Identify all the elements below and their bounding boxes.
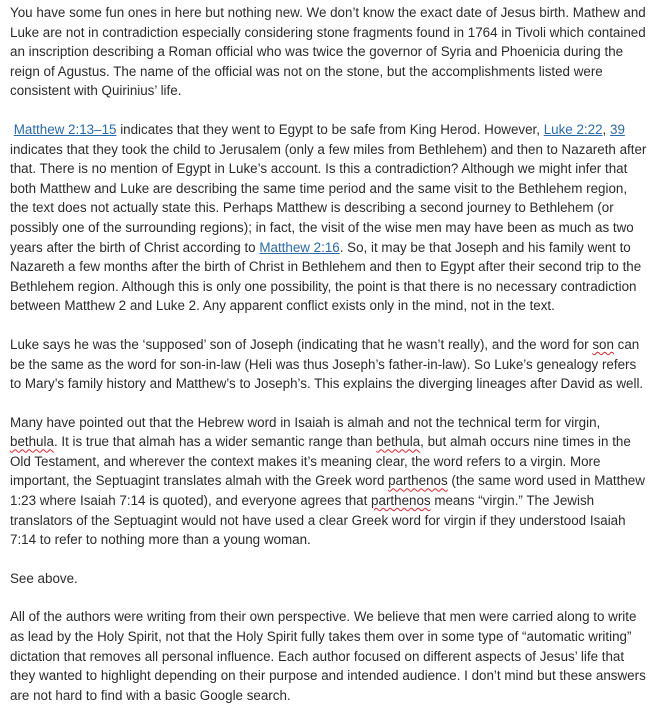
paragraph-authors: All of the authors were writing from their own perspective. We believe that men were carried along to write as lead by the Holy Spirit, not that the Holy Spirit fully takes them over in some type of “automatic writing” dictation that removes all personal influence. Each author focused on different aspects of Jesus’ life that they wanted to highlight depending on their purpose and intended audience. I don’t mind but these answers are not hard to find with a basic Google search. <box>10 609 646 703</box>
link-matthew-2-13-15[interactable]: Matthew 2:13–15 <box>13 121 117 137</box>
paragraph-see-above: See above. <box>10 570 78 586</box>
spellcheck-word-bethula[interactable]: bethula <box>376 434 421 450</box>
paragraph-egypt-text-1: indicates that they went to Egypt to be safe from King Herod. However, <box>116 121 544 137</box>
paragraph-genealogy-text-2: can be the same as the word for son-in-law (Heli was thus Joseph’s father-in-law). So Luke’s genealogy refers to Mary’s family history and Matthew’s to Joseph’s. This explains the diverging lineages after David as well. <box>10 336 644 392</box>
paragraph-almah-text-3: , but almah occurs nine times in the Old Testament, and wherever the context makes it’s meaning clear, the word refers to a virgin. More important, the Septuagint translates almah with the Greek word <box>10 434 631 489</box>
paragraph-egypt-text-3: . So, it may be that Joseph and his family went to Nazareth a few months after the birth of Christ in Bethlehem and then to Egypt after their second trip to the Bethlehem region. Although this is only one possibility, the point is that there is no necessary contradiction between Matthew 2 and Luke 2. Any apparent conflict exists only in the mind, not in the text. <box>10 239 642 314</box>
paragraph-egypt-separator: , <box>602 121 610 137</box>
paragraph-almah <box>10 413 648 550</box>
link-luke-2-39[interactable]: 39 <box>610 121 625 137</box>
paragraph-intro: You have some fun ones in here but nothing new. We don’t know the exact date of Jesus birth. Mathew and Luke are not in contradiction especially considering stone fragments found in 1764 in Tivoli which contained an inscription describing a Roman official who was twice the governor of Syria and Phoenicia during the reign of Agustus. The name of the official was not on the stone, but the accomplishments listed were consistent with Quirinius’ life. <box>10 5 646 99</box>
spellcheck-word-bethula[interactable]: bethula <box>10 434 54 450</box>
spellcheck-word-parthenos[interactable]: parthenos <box>388 473 448 489</box>
paragraph-almah-text-4: (the same word used in Matthew 1:23 where Isaiah 7:14 is quoted), and everyone agrees that <box>10 473 645 509</box>
paragraph-genealogy <box>10 335 648 394</box>
link-matthew-2-16[interactable]: Matthew 2:16 <box>259 239 340 255</box>
paragraph-egypt-text-2: indicates that they took the child to Jerusalem (only a few miles from Bethlehem) and then to Nazareth after that. There is no mention of Egypt in Luke’s account. Is this a contradiction? Although we might infer that both Matthew and Luke are describing the same time period and the same visit to the Bethlehem region, the text does not actually state this. Perhaps Matthew is describing a second journey to Bethlehem (or possibly one of the surrounding regions); in fact, the visit of the wise men may have been as much as two years after the birth of Christ according to <box>10 141 647 255</box>
paragraph-almah-text-2: . It is true that almah has a wider semantic range than <box>53 434 377 450</box>
paragraph-almah-text-1: Many have pointed out that the Hebrew word in Isaiah is almah and not the technical term for virgin, <box>10 414 601 430</box>
paragraph-almah-text-5: means “virgin.” The Jewish translators of the Septuagint would not have used a clear Greek word for virgin if they understood Isaiah 7:14 to refer to nothing more than a young woman. <box>10 493 626 548</box>
link-luke-2-22[interactable]: Luke 2:22 <box>543 121 603 137</box>
paragraph-egypt <box>10 120 648 316</box>
spellcheck-word-parthenos[interactable]: parthenos <box>371 493 431 509</box>
spellcheck-word-son[interactable]: son <box>592 336 614 352</box>
paragraph-genealogy-text-1: Luke says he was the ‘supposed’ son of Joseph (indicating that he wasn’t really), and the word for <box>10 336 593 352</box>
